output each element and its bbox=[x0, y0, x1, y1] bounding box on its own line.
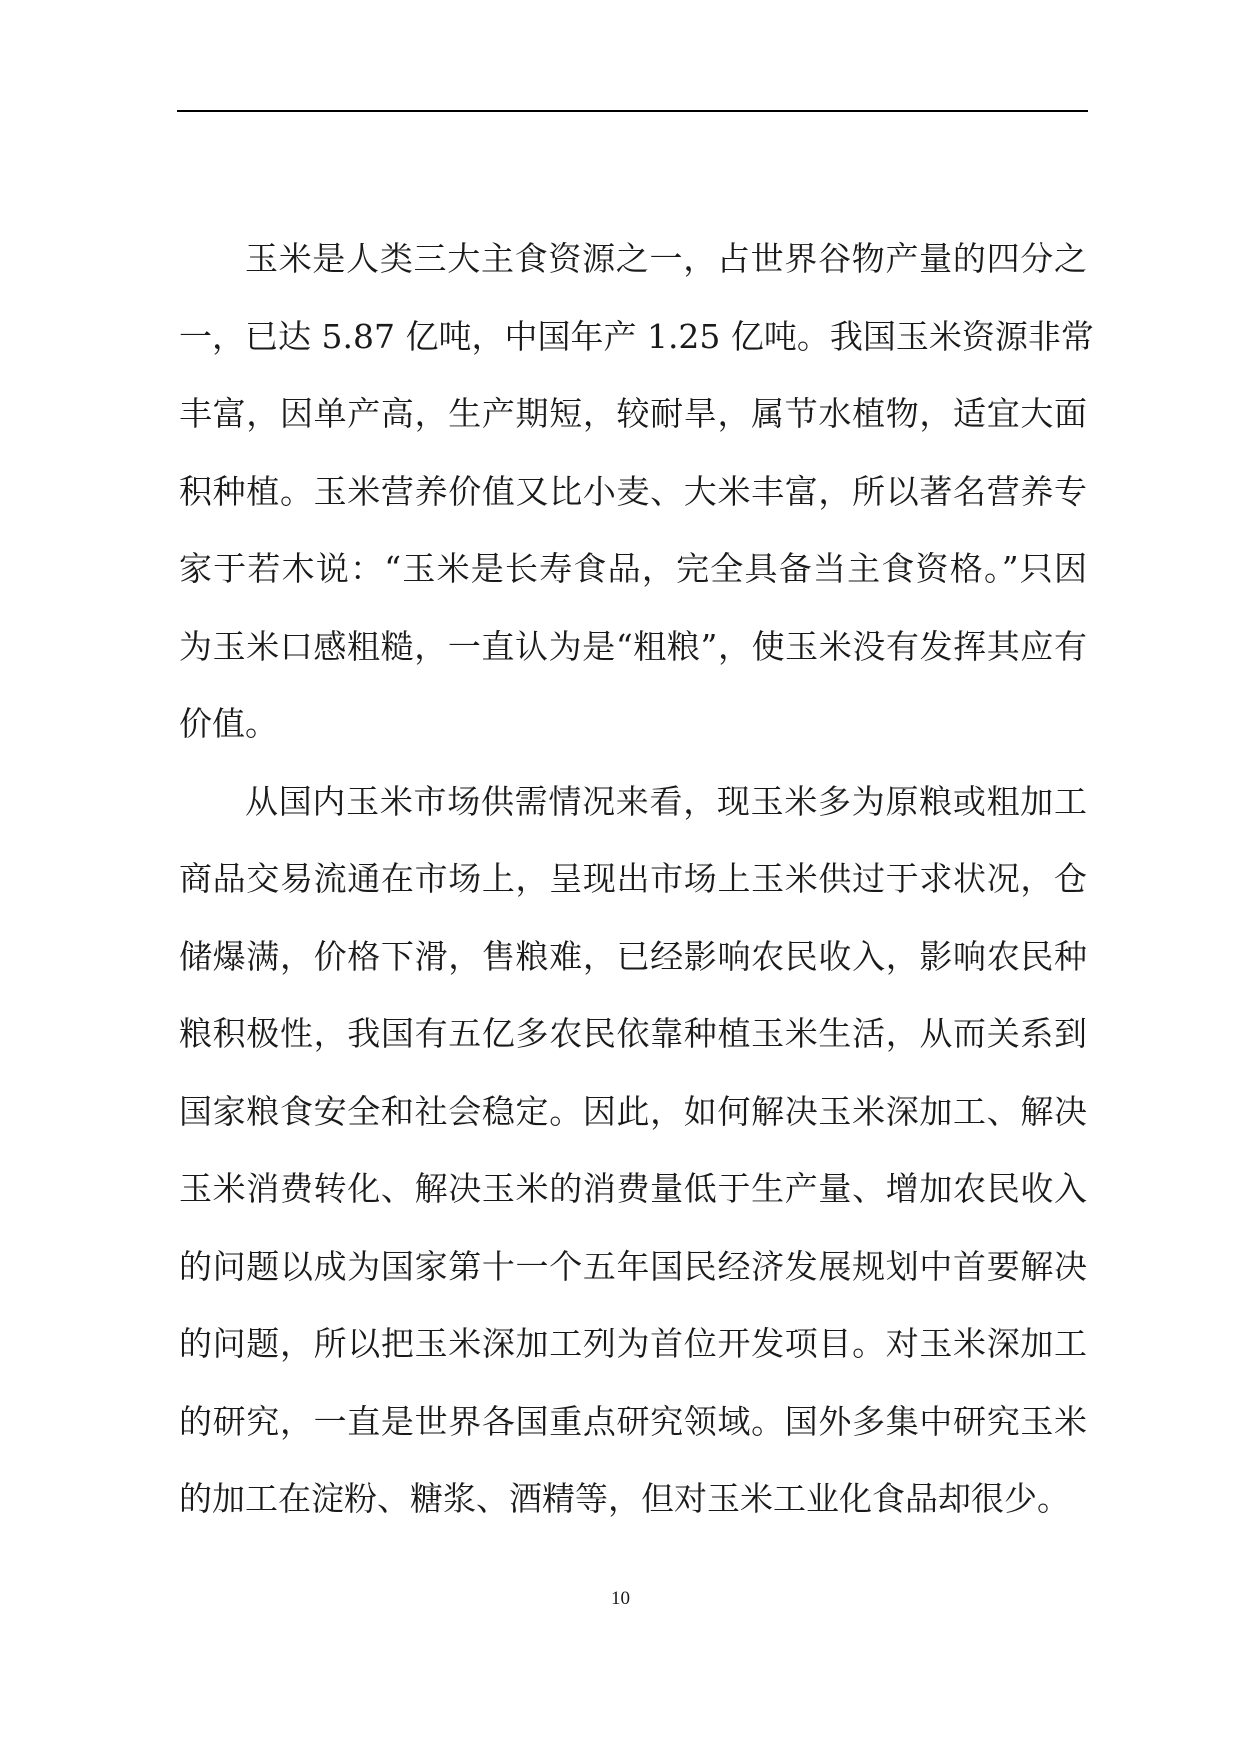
text-line: 的问题以成为国家第十一个五年国民经济发展规划中首要解决 bbox=[179, 1246, 1087, 1286]
paragraph-2 bbox=[179, 763, 1087, 1538]
text-line: 一，已达 5.87 亿吨，中国年产 1.25 亿吨。我国玉米资源非常 bbox=[179, 316, 1094, 356]
text-line: 玉米是人类三大主食资源之一，占世界谷物产量的四分之 bbox=[245, 239, 1087, 278]
text-line: 的加工在淀粉、糖浆、酒精等，但对玉米工业化食品却很少。 bbox=[179, 1479, 1070, 1518]
text-line: 商品交易流通在市场上，呈现出市场上玉米供过于求状况，仓 bbox=[179, 859, 1087, 898]
header-rule bbox=[177, 110, 1088, 112]
text-line: 的问题，所以把玉米深加工列为首位开发项目。对玉米深加工 bbox=[179, 1324, 1087, 1363]
text-line: 从国内玉米市场供需情况来看，现玉米多为原粮或粗加工 bbox=[245, 781, 1087, 821]
text-line: 家于若木说：“玉米是长寿食品，完全具备当主食资格。”只因 bbox=[179, 549, 1087, 588]
text-line: 为玉米口感粗糙，一直认为是“粗粮”，使玉米没有发挥其应有 bbox=[179, 626, 1087, 666]
text-line: 的研究，一直是世界各国重点研究领域。国外多集中研究玉米 bbox=[179, 1401, 1087, 1441]
text-line: 积种植。玉米营养价值又比小麦、大米丰富，所以著名营养专 bbox=[179, 471, 1087, 511]
paragraph-1 bbox=[179, 220, 1094, 763]
page-number: 10 bbox=[611, 1588, 630, 1609]
text-line: 储爆满，价格下滑，售粮难，已经影响农民收入，影响农民种 bbox=[179, 936, 1087, 976]
document-body bbox=[179, 220, 1094, 1538]
text-line: 粮积极性，我国有五亿多农民依靠种植玉米生活，从而关系到 bbox=[179, 1014, 1087, 1053]
text-line: 丰富，因单产高，生产期短，较耐旱，属节水植物，适宜大面 bbox=[179, 394, 1087, 433]
text-line: 价值。 bbox=[179, 704, 278, 743]
text-line: 玉米消费转化、解决玉米的消费量低于生产量、增加农民收入 bbox=[179, 1169, 1087, 1208]
text-line: 国家粮食安全和社会稳定。因此，如何解决玉米深加工、解决 bbox=[179, 1091, 1087, 1131]
